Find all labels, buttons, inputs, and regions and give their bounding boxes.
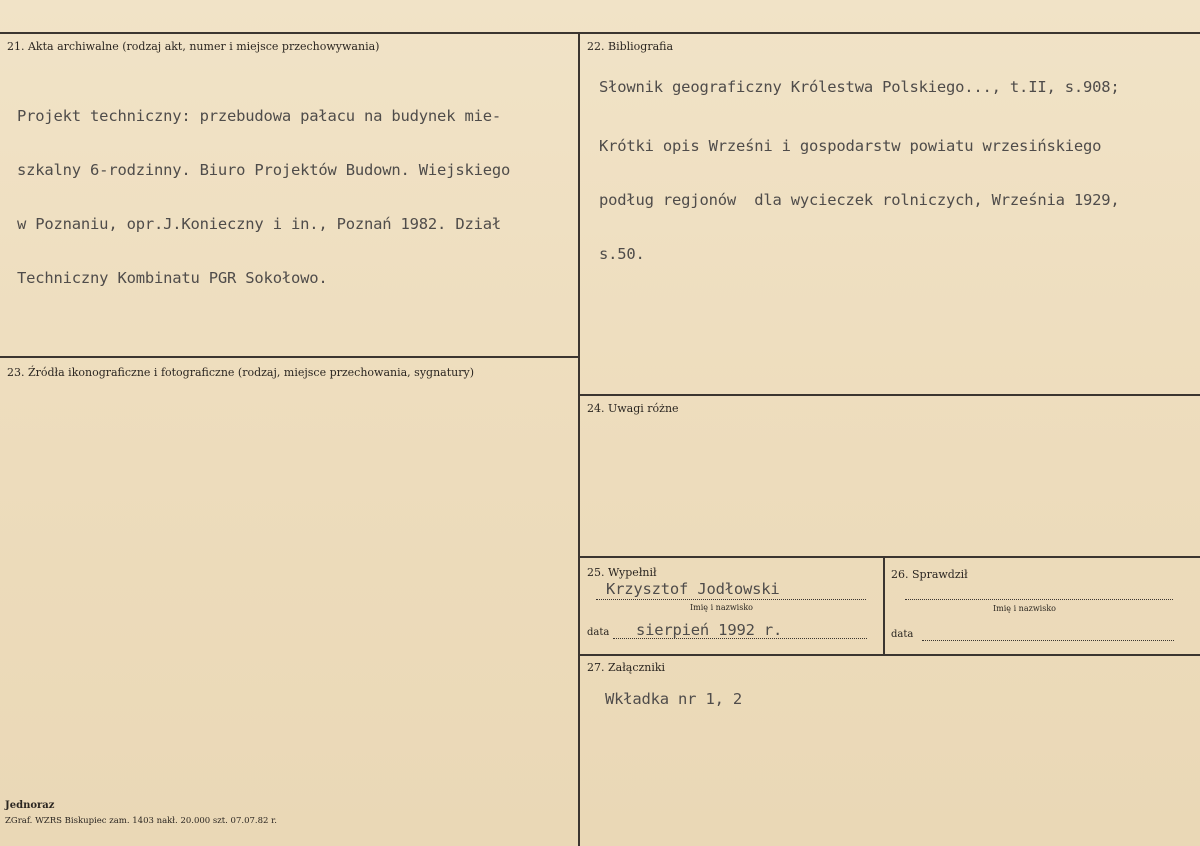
- section-22-line-3: podług regjonów dla wycieczek rolniczych, Września 1929,: [599, 191, 1120, 209]
- section-27-text: Wkładka nr 1, 2: [605, 690, 742, 708]
- section-26-label: 26. Sprawdził: [891, 568, 968, 581]
- section-21-text: [17, 71, 510, 323]
- footer-line-2: ZGraf. WZRS Biskupiec zam. 1403 nakł. 20.000 szt. 07.07.82 r.: [5, 816, 277, 826]
- divider-25-27: [578, 654, 1200, 656]
- divider-22-24: [578, 394, 1200, 396]
- section-26-date-line: [922, 640, 1174, 641]
- section-25-name-caption: Imię i nazwisko: [690, 603, 753, 612]
- section-22-line-4: s.50.: [599, 245, 645, 263]
- section-27-label: 27. Załączniki: [587, 661, 666, 674]
- section-21-line-2: szkalny 6-rodzinny. Biuro Projektów Budown. Wiejskiego: [17, 161, 511, 179]
- section-25-date-label: data: [587, 627, 610, 638]
- section-22-line-2: Krótki opis Wrześni i gospodarstw powiatu wrzesińskiego: [599, 137, 1102, 155]
- section-21-line-3: w Poznaniu, opr.J.Konieczny i in., Poznań 1982. Dział: [17, 215, 501, 233]
- section-26-name-line: [905, 599, 1173, 600]
- section-26-name-caption: Imię i nazwisko: [993, 604, 1056, 613]
- section-25-name-value: Krzysztof Jodłowski: [606, 580, 780, 598]
- section-21-line-1: Projekt techniczny: przebudowa pałacu na budynek mie-: [17, 107, 501, 125]
- top-border: [0, 32, 1200, 34]
- divider-21-23: [0, 356, 579, 358]
- section-25-label: 25. Wypełnił: [587, 566, 657, 579]
- section-23-label: 23. Źródła ikonograficzne i fotograficzne (rodzaj, miejsce przechowania, sygnatury): [7, 366, 474, 379]
- center-divider: [578, 32, 580, 846]
- footer-line-1: Jednoraz: [5, 800, 55, 811]
- section-26-date-label: data: [891, 629, 914, 640]
- section-22-text: [599, 101, 1120, 299]
- section-21-label: 21. Akta archiwalne (rodzaj akt, numer i miejsce przechowywania): [7, 40, 380, 53]
- section-24-label: 24. Uwagi różne: [587, 402, 679, 415]
- section-22-line-1: Słownik geograficzny Królestwa Polskiego..., t.II, s.908;: [599, 78, 1120, 96]
- section-25-date-line: [613, 638, 867, 639]
- section-25-date-value: sierpień 1992 r.: [636, 621, 783, 639]
- divider-25-26: [883, 556, 885, 655]
- section-21-line-4: Techniczny Kombinatu PGR Sokołowo.: [17, 269, 328, 287]
- section-25-name-line: [596, 599, 866, 600]
- divider-24-25: [578, 556, 1200, 558]
- section-22-label: 22. Bibliografia: [587, 40, 674, 53]
